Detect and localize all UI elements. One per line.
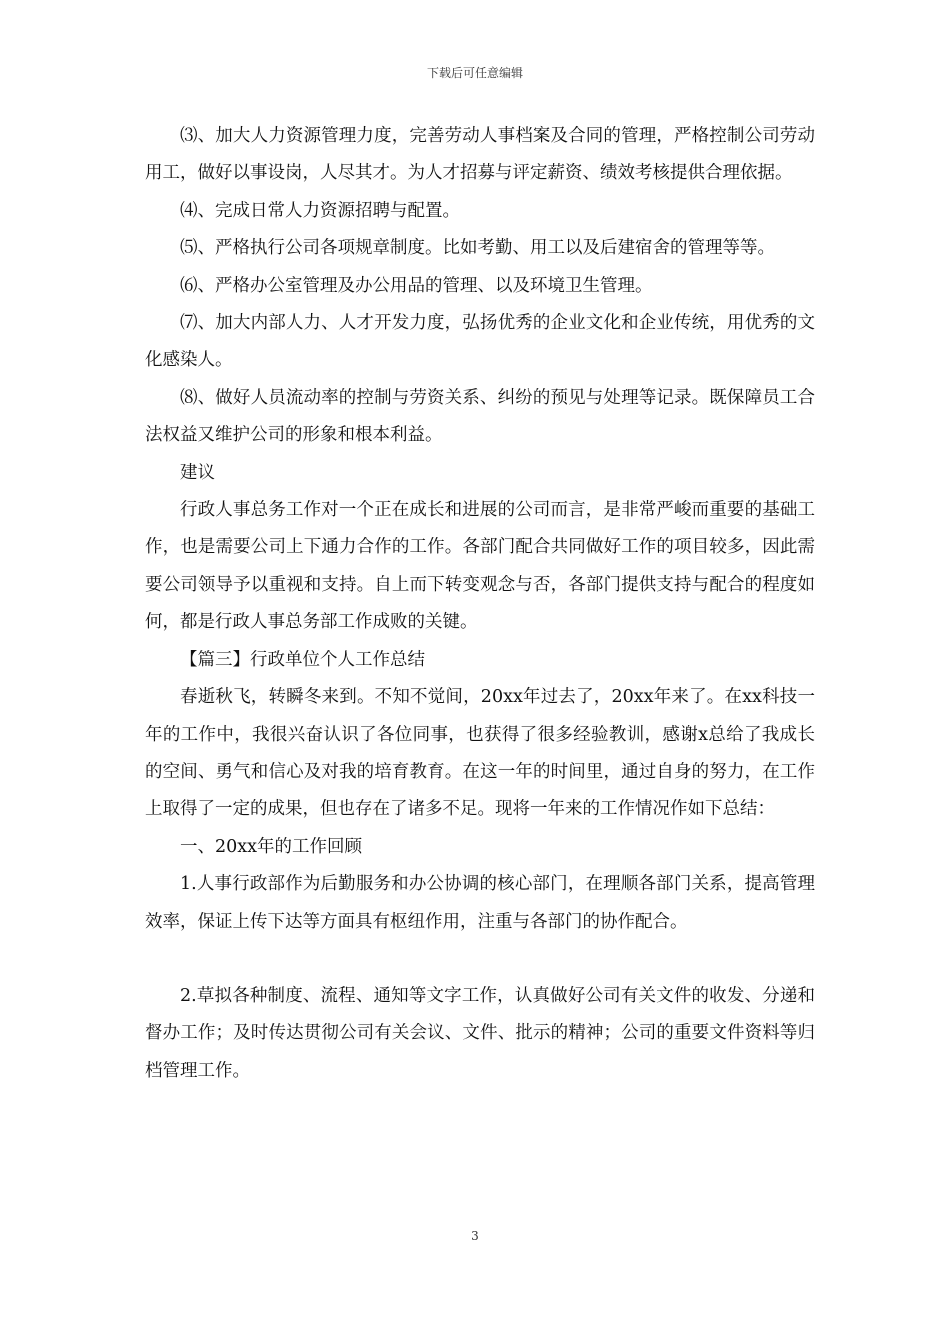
paragraph-item-8: ⑻、做好人员流动率的控制与劳资关系、纠纷的预见与处理等记录。既保障员工合法权益又维护公司的形象和根本利益。 [145,387,815,446]
document-body [145,118,815,1090]
paragraph-review-2: 2.草拟各种制度、流程、通知等文字工作，认真做好公司有关文件的收发、分递和督办工作；及时传达贯彻公司有关会议、文件、批示的精神；公司的重要文件资料等归档管理工作。 [145,985,815,1081]
paragraph-item-7: ⑺、加大内部人力、人才开发力度，弘扬优秀的企业文化和企业传统，用优秀的文化感染人。 [145,313,815,371]
paragraph-review-1: 1.人事行政部作为后勤服务和办公协调的核心部门，在理顺各部门关系，提高管理效率，保证上传下达等方面具有枢纽作用，注重与各部门的协作配合。 [145,874,815,932]
page-header: 下载后可任意编辑 [426,66,523,80]
paragraph-intro: 春逝秋飞，转瞬冬来到。不知不觉间，20xx年过去了，20xx年来了。在xx科技一年的工作中，我很兴奋认识了各位同事，也获得了很多经验教训，感谢x总给了我成长的空间、勇气和信心及对我的培育教育。在这一年的时间里，通过自身的努力，在工作上取得了一定的成果，但也存在了诸多不足。现将一年来的工作情况作如下总结： [145,687,815,820]
paragraph-item-5: ⑸、严格执行公司各项规章制度。比如考勤、用工以及后建宿舍的管理等等。 [180,238,775,259]
paragraph-item-4: ⑷、完成日常人力资源招聘与配置。 [180,200,460,221]
paragraph-item-6: ⑹、严格办公室管理及办公用品的管理、以及环境卫生管理。 [180,275,653,296]
paragraph-item-3: ⑶、加大人力资源管理力度，完善劳动人事档案及合同的管理，严格控制公司劳动用工，做好以事设岗，人尽其才。为人才招募与评定薪资、绩效考核提供合理依据。 [145,126,815,184]
paragraph-suggestion-body: 行政人事总务工作对一个正在成长和进展的公司而言，是非常严峻而重要的基础工作，也是需要公司上下通力合作的工作。各部门配合共同做好工作的项目较多，因此需要公司领导予以重视和支持。自上而下转变观念与否，各部门提供支持与配合的程度如何，都是行政人事总务部工作成败的关键。 [145,500,815,633]
section-heading-suggestion: 建议 [180,462,215,483]
page-number: 3 [471,1229,479,1243]
section-heading-part-three: 【篇三】行政单位个人工作总结 [180,649,425,670]
section-heading-review: 一、20xx年的工作回顾 [180,836,363,857]
